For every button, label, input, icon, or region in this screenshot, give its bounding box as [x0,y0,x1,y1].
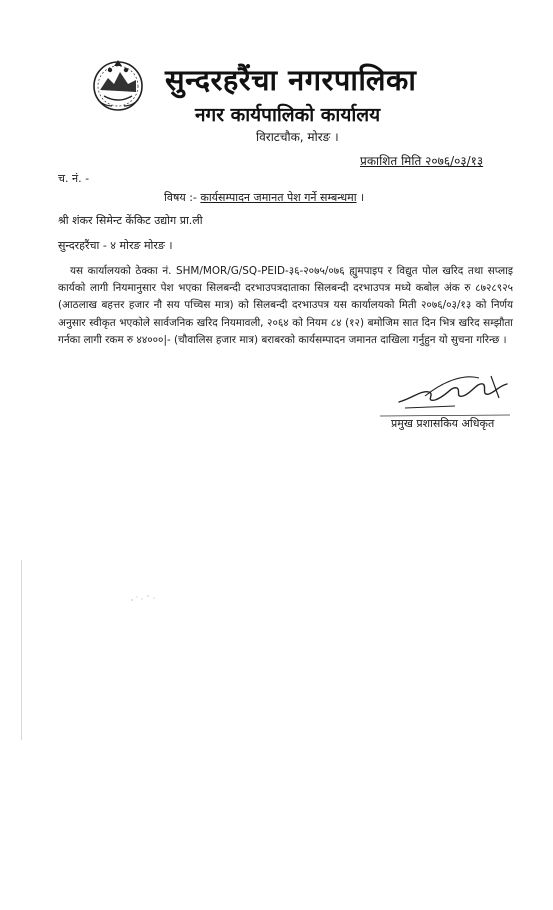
nepal-government-emblem-icon [90,56,146,112]
organization-name: सुन्दरहरैंचा नगरपालिका [165,63,417,97]
handwritten-signature [395,368,515,416]
notice-body: यस कार्यालयको ठेक्का नं. SHM/MOR/G/SQ-PEID-३६-२०७५/०७६ ह्युमपाइप र विद्युत पोल खरिद तथा सप्लाइ कार्यको लागी नियमानुसार पेश भएका सिलबन्दी दरभाउपत्रदाताका सिलबन्दी दरभाउपत्र मध्ये कबोल अंक रु ८७२८९२५ (आठलाख बहत्तर हजार नौ सय पच्चिस मात्र) को सिलबन्दी दरभाउपत्र यस कार्यालयको मिती २०७६/०३/१३ को निर्णय अनुसार स्वीकृत भएकोले सार्वजनिक खरिद नियमावली, २०६४ को नियम ८४ (१२) बमोजिम सात दिन भित्र खरिद सम्झौता गर्नका लागी रकम रु ४४०००|- (चौवालिस हजार मात्र) बराबरको कार्यसम्पादन जमानत दाखिला गर्नुहुन यो सुचना गरिन्छ । [58,265,513,346]
scan-edge-mark [20,560,23,740]
office-address: विराटचौक, मोरङ । [256,130,339,144]
publication-date: प्रकाशित मिति २०७६/०३/१३ [360,154,484,168]
dispatch-number: च. नं. - [58,172,90,185]
recipient-address: सुन्दरहरैंचा - ४ मोरङ मोरङ । [58,239,173,252]
signatory-title: प्रमुख प्रशासकिय अधिकृत [391,417,495,430]
recipient-name: श्री शंकर सिमेन्ट केंकिट उद्योग प्रा.ली [58,214,203,227]
subject-line [164,190,364,205]
subject-label: विषय :- [164,191,197,204]
subject-text: कार्यसम्पादन जमानत पेश गर्ने सम्बन्धमा [200,191,357,204]
office-name: नगर कार्यपालिको कार्यालय [195,104,381,126]
scan-speckle [128,588,168,608]
subject-suffix: । [360,191,365,204]
